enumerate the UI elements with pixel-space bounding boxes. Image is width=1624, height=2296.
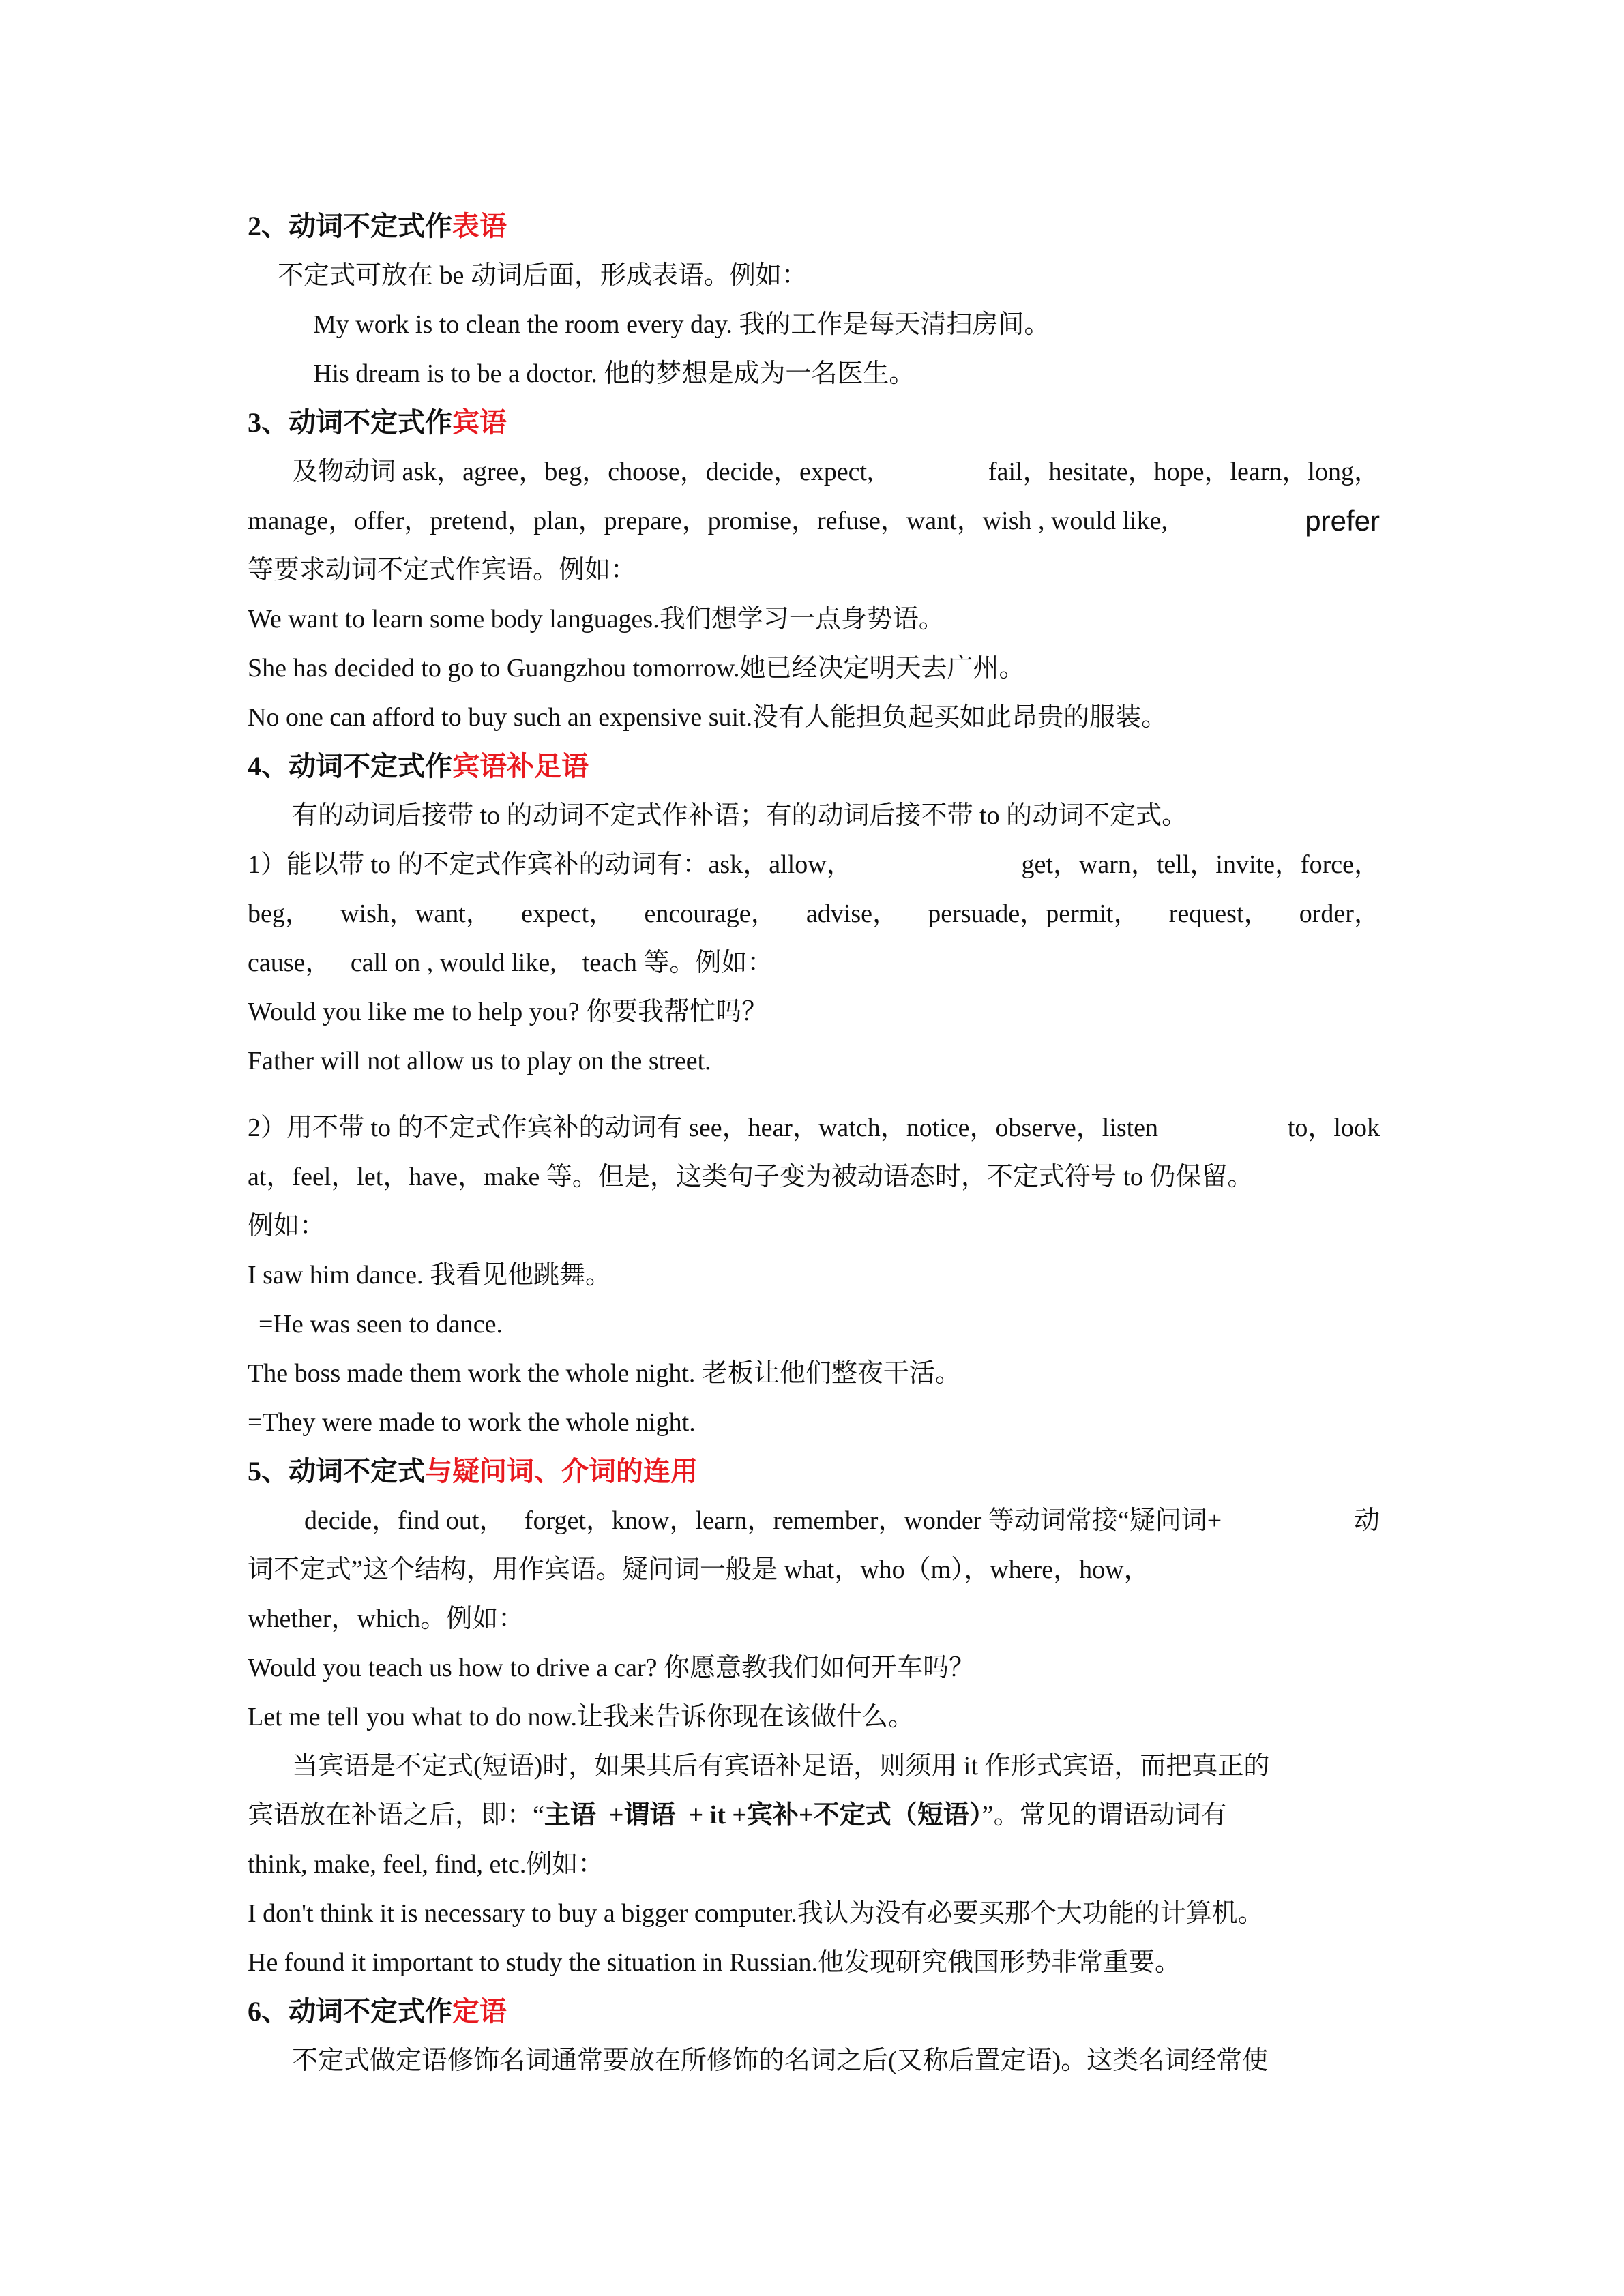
section-3-heading xyxy=(248,406,507,439)
formula-text: 主语 +谓语 + it +宾补+不定式（短语） xyxy=(544,1801,982,1830)
section-5-line: 当宾语是不定式(短语)时，如果其后有宾语补足语，则须用 it 作形式宾语，而把真正的 xyxy=(292,1752,1270,1780)
section-3-line: manage，offer，pretend，plan，prepare，promise，refuse，want，wish , would like, prefer xyxy=(248,505,1380,537)
heading-text: 2、动词不定式作 xyxy=(248,211,452,241)
section-4-line: 2）用不带 to 的不定式作宾补的动词有 see，hear，watch，notice，observe，listen to，look xyxy=(248,1114,1380,1142)
section-2-intro: 不定式可放在 be 动词后面，形成表语。例如： xyxy=(278,261,808,290)
example-line: The boss made them work the whole night. 老板让他们整夜干活。 xyxy=(248,1359,961,1388)
example-line: She has decided to go to Guangzhou tomorrow.她已经决定明天去广州。 xyxy=(248,654,1025,683)
section-6-line: 不定式做定语修饰名词通常要放在所修饰的名词之后(又称后置定语)。这类名词经常使 xyxy=(292,2046,1269,2075)
heading-highlight: 定语 xyxy=(452,1996,507,2027)
section-4-line: cause， call on , would like, teach 等。例如： xyxy=(248,949,773,977)
example-line: My work is to clean the room every day. 我的工作是每天清扫房间。 xyxy=(313,310,1050,339)
section-3-line: 及物动词 ask，agree，beg，choose，decide，expect, fail，hesitate，hope，learn，long， xyxy=(292,458,1380,486)
section-5-line: whether，which。例如： xyxy=(248,1605,525,1633)
example-line: His dream is to be a doctor. 他的梦想是成为一名医生。 xyxy=(313,359,915,388)
section-4-heading xyxy=(248,750,589,783)
heading-highlight: 表语 xyxy=(452,211,507,241)
example-line: I saw him dance. 我看见他跳舞。 xyxy=(248,1261,611,1289)
section-4-line: at，feel，let，have，make 等。但是，这类句子变为被动语态时，不定式符号 to 仍保留。 xyxy=(248,1163,1254,1191)
example-line: He found it important to study the situation in Russian.他发现研究俄国形势非常重要。 xyxy=(248,1948,1181,1977)
example-line: Would you teach us how to drive a car? 你愿意教我们如何开车吗？ xyxy=(248,1654,975,1682)
heading-text: 3、动词不定式作 xyxy=(248,407,452,438)
example-line: Father will not allow us to play on the street. xyxy=(248,1047,711,1075)
example-line: No one can afford to buy such an expensive suit.没有人能担负起买如此昂贵的服装。 xyxy=(248,703,1168,732)
section-5-line: 宾语放在补语之后，即：“主语 +谓语 + it +宾补+不定式（短语）”。常见的谓语动词有 xyxy=(248,1801,1227,1830)
example-line: Let me tell you what to do now.让我来告诉你现在该做什么。 xyxy=(248,1703,914,1731)
heading-text: 6、动词不定式作 xyxy=(248,1996,452,2027)
section-4-line: beg， wish，want， expect， encourage， advise， persuade，permit， request， order， xyxy=(248,899,1380,928)
example-line: =They were made to work the whole night. xyxy=(248,1408,696,1437)
section-3-line: 等要求动词不定式作宾语。例如： xyxy=(248,556,637,584)
section-4-line: 例如： xyxy=(248,1212,326,1240)
heading-highlight: 宾语补足语 xyxy=(452,751,589,781)
heading-highlight: 与疑问词、介词的连用 xyxy=(425,1456,698,1487)
section-6-heading xyxy=(248,1995,507,2028)
example-line: =He was seen to dance. xyxy=(259,1310,503,1339)
section-5-line: think, make, feel, find, etc.例如： xyxy=(248,1850,604,1879)
example-line: Would you like me to help you? 你要我帮忙吗？ xyxy=(248,998,768,1026)
example-line: I don't think it is necessary to buy a bigger computer.我认为没有必要买那个大功能的计算机。 xyxy=(248,1899,1264,1928)
heading-highlight: 宾语 xyxy=(452,407,507,438)
example-line: We want to learn some body languages.我们想学习一点身势语。 xyxy=(248,605,945,633)
heading-text: 5、动词不定式 xyxy=(248,1456,425,1487)
section-5-line: decide，find out， forget，know，learn，remember，wonder 等动词常接“疑问词+ 动 xyxy=(304,1506,1380,1535)
section-4-intro: 有的动词后接带 to 的动词不定式作补语；有的动词后接不带 to 的动词不定式。 xyxy=(292,801,1188,830)
section-4-line: 1）能以带 to 的不定式作宾补的动词有：ask，allow， get，warn，tell，invite，force， xyxy=(248,850,1380,879)
section-5-heading xyxy=(248,1455,698,1488)
section-5-line: 词不定式”这个结构，用作宾语。疑问词一般是 what，who（m），where，how， xyxy=(248,1555,1150,1584)
section-2-heading xyxy=(248,210,507,243)
heading-text: 4、动词不定式作 xyxy=(248,751,452,781)
